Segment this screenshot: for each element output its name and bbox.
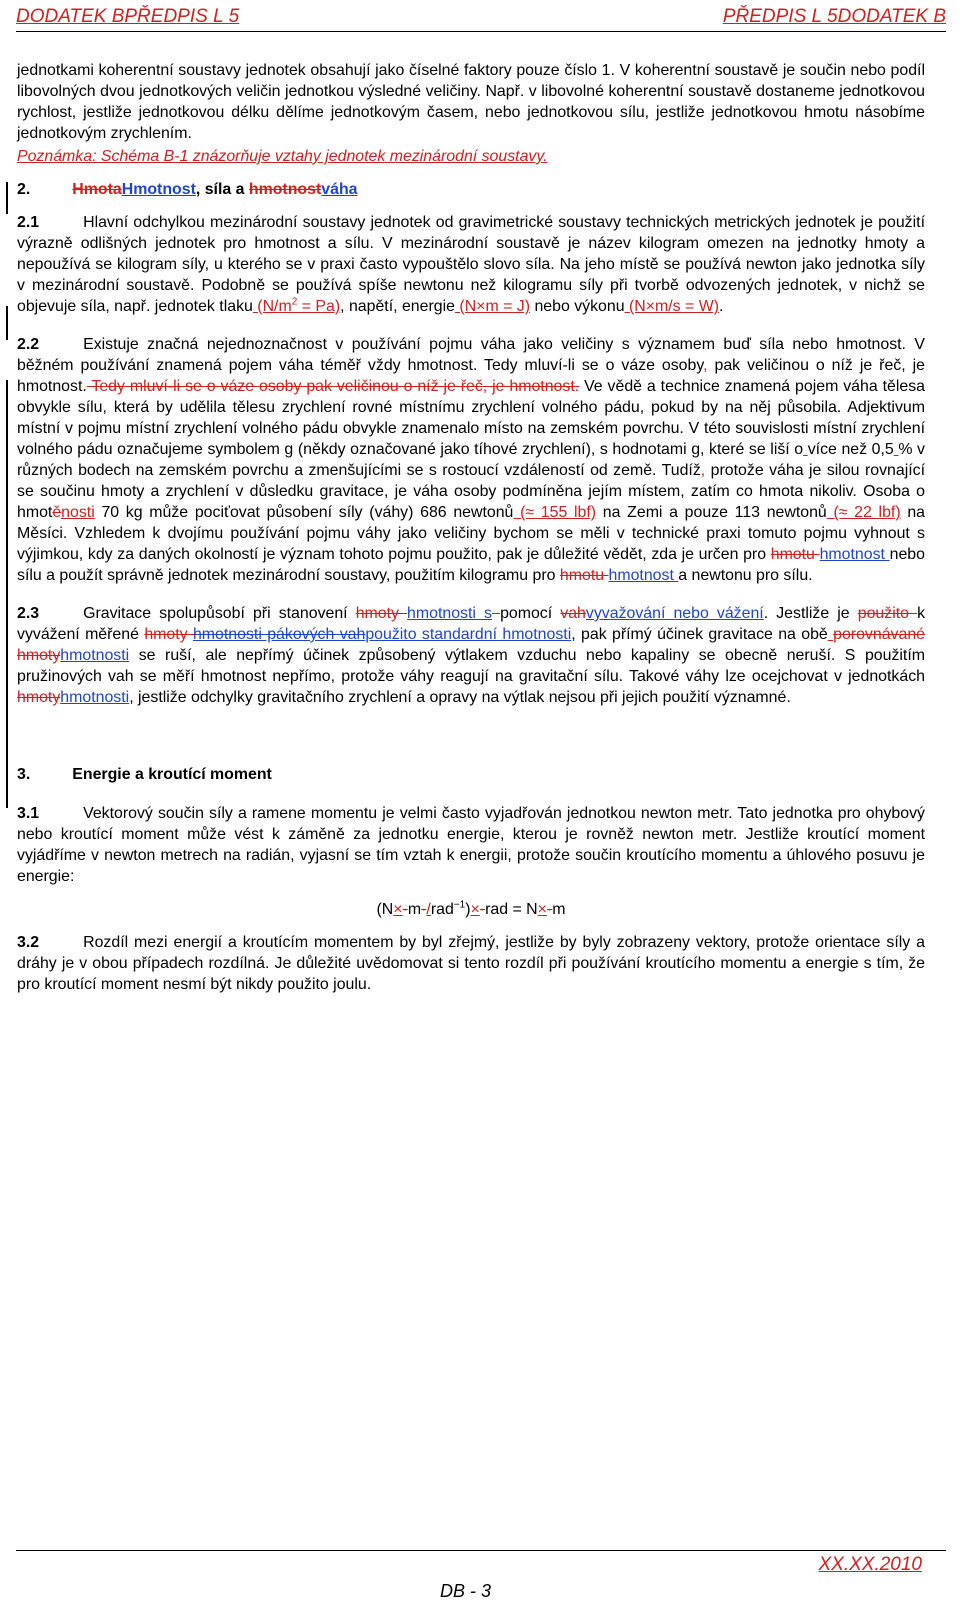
paragraph-2-1: 2.1 Hlavní odchylkou mezinárodní soustavy jednotek od gravimetrické soustavy technických metrických jednotek je použití výrazně odlišných jednotek pro hmotnost a sílu. V mezinárodní soustavě je název kilogram omezen na jednotky hmoty a nepoužívá se kilogram síly, u kterého se v praxi často vypouštělo slovo síla. Na jeho místě se používá newton jako jednotka síly v mezinárodní soustavě. Podobně se používá spíše newtonu než kilogramu síly při tvorbě odvozených jednotek, v nichž se objevuje síla, např. jednotek tlaku $(N/m^2 = Pa)$, napětí, energie (N×m = J) nebo výkonu (N×m/s = W).	[17, 214, 925, 315]
section-3-heading: 3. Energie a kroutící moment	[17, 766, 272, 783]
intro-paragraph	[17, 60, 925, 144]
document-body	[17, 60, 925, 995]
header-rule	[16, 31, 946, 32]
section-2-heading: 2. HmotaHmotnost, síla a hmotnostváha	[17, 181, 358, 198]
deleted-text: Tedy mluví-li se o váze osoby pak veličinou o níž je řeč, je hmotnost.	[86, 378, 580, 395]
paragraph-2-2: 2.2 Existuje značná nejednoznačnost v používání pojmu váha jako veličiny s významem buď síla nebo hmotnost. V běžném používání znamená pojem váha téměř vždy hmotnost. Tedy mluví-li se o váze osoby, pak veličinou o níž je řeč, je hmotnost. Tedy mluví-li se o váze osoby pak veličinou o níž je řeč, je hmotnost. Ve vědě a technice znamená pojem váha tělesa obvykle sílu, která by udělila tělesu zrychlení rovné místnímu zrychlení volného pádu, pokud by na něj působila. Adjektivum místní v pojmu místní zrychlení volného pádu obvykle znamenalo místo na zemském povrchu. V této souvislosti místní zrychlení volného pádu označujeme symbolem g (někdy označované jako tíhové zrychlení), s hodnotami g, které se liší o více než 0,5 % v různých bodech na zemském povrchu a zmenšujícími se s rostoucí vzdáleností od země. Tudíž, protože váha je silou rovnající se součinu hmoty a zrychlení v důsledku gravitace, je váha osoby podmíněna jejím místem, zatím co hmota nikoliv. Osoba o hmotěnosti 70 kg může pociťovat působení síly (váhy) 686 newtonů (≈ 155 lbf) na Zemi a pouze 113 newtonů (≈ 22 lbf) na Měsíci. Vzhledem k dvojímu používání pojmu váhy jako veličiny bychom se měli v technické praxi tomuto pojmu vyhnout s výjimkou, kdy za daných okolností je význam tohoto pojmu použito, pak je důležité vědět, zda je určen pro hmotu hmotnost nebo sílu a použít správně jednotek mezinárodní soustavy, použitím kilogramu pro hmotu hmotnost a newtonu pro sílu.	[17, 336, 925, 584]
page-number: DB - 3	[440, 1581, 492, 1601]
inserted-text: váha	[321, 181, 358, 198]
paragraph-3-2: 3.2 Rozdíl mezi energií a kroutícím momentem by byl zřejmý, jestliže by byly zobrazeny vektory, protože orientace síly a dráhy je v obou případech rozdílná. Je důležité uvědomovat si tento rozdíl při používání kroutícího momentu a energie s tím, že pro kroutící moment nesmí být nikdy použito joulu.	[17, 934, 925, 993]
energy-formula: (N×·m·/rad$^{-1}$)×·rad = N×·m	[376, 899, 566, 918]
change-bar	[6, 380, 8, 808]
change-bar	[6, 306, 8, 340]
change-bar	[6, 182, 8, 214]
footer-rule	[16, 1550, 946, 1551]
header-right: PŘEDPIS L 5DODATEK B	[722, 6, 946, 27]
header-left: DODATEK BPŘEDPIS L 5	[16, 6, 240, 27]
intro-example: Např. v libovolné koherentní soustavě dostaneme jednotkovou rychlost, jestliže jednotkovou délku dělíme jednotkovým časem, nebo jednotkovou sílu, jestliže jednotkovou hmotu násobíme jednotkovým zrychlením.	[17, 83, 925, 142]
intro-text: jednotkami koherentní soustavy jednotek obsahují jako číselné faktory pouze číslo 1. V koherentní soustavě je součin nebo podíl libovolných dvou jednotkových veličin jednotkou výsledné veličiny.	[17, 62, 925, 100]
paragraph-2-3: 2.3 Gravitace spolupůsobí při stanovení hmoty hmotnosti s pomocí vahvyvažování nebo vážení. Jestliže je použito k vyvážení měřené hmoty hmotnosti pákových vahpoužito standardní hmotnosti, pak přímý účinek gravitace na obě porovnávané hmotyhmotnosti se ruší, ale nepřímý účinek způsobený výtlakem vzduchu nebo kapaliny se obecně neruší. S použitím pružinových vah se měří hmotnost nepřímo, protože váhy reagují na gravitační sílu. Takové váhy lze ocejchovat v jednotkách hmotyhmotnosti, jestliže odchylky gravitačního zrychlení a opravy na výtlak nejsou při jejich použití významné.	[17, 605, 926, 706]
deleted-text: hmotnost	[248, 181, 322, 198]
note-paragraph: Poznámka: Schéma B-1 znázorňuje vztahy jednotek mezinárodní soustavy.	[17, 148, 548, 165]
inserted-text: $(N/m^2 = Pa)$	[252, 296, 341, 315]
deleted-text: Hmota	[72, 181, 122, 198]
inserted-text: (N×m = J)	[454, 298, 531, 315]
inserted-text: Hmotnost	[121, 181, 196, 198]
footer-date: XX.XX.2010	[818, 1554, 922, 1575]
paragraph-3-1: 3.1 Vektorový součin síly a ramene momentu je velmi často vyjadřován jednotkou newton metr. Tato jednotka pro ohybový nebo kroutící moment může vést k záměně za jednotku energie, kterou je rovněž newton metr. Jestliže kroutící moment vyjádříme v newton metrech na radián, vyjasní se tím vztah k energii, protože součin kroutícího momentu a úhlového posuvu je energie:	[17, 805, 925, 885]
inserted-text: (N×m/s = W)	[624, 298, 720, 315]
